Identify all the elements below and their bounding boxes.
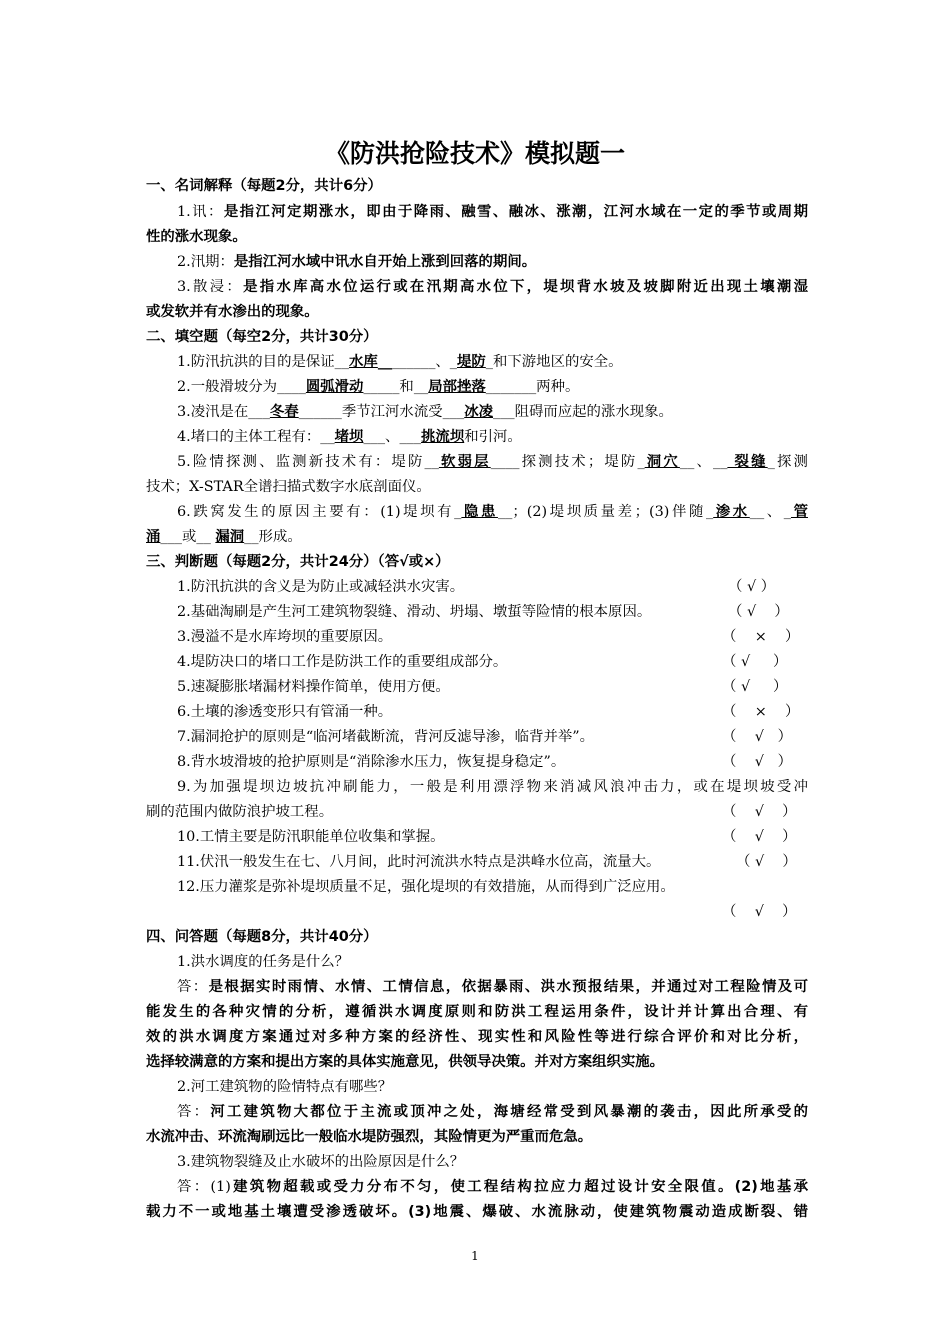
fill-blank-3: 3.凌汛是在___冬春______季节江河水流受___冰凌___阻碍而应起的涨水现象。	[177, 404, 673, 420]
judge-item-10: 10.工情主要是防汛职能单位收集和掌握。	[177, 829, 445, 845]
judge-answer-5: （ √ ）	[722, 679, 788, 695]
judge-item-11: 11.伏汛一般发生在七、八月间，此时河流洪水特点是洪峰水位高，流量大。	[177, 854, 661, 870]
judge-answer-2: （ √ ）	[728, 604, 789, 620]
question-1: 1.洪水调度的任务是什么？	[177, 954, 350, 970]
fill-blank-5-line-2: 技术；X-STAR全谱扫描式数字水底剖面仪。	[146, 479, 431, 495]
answer-3-line-1: 答：(1)建筑物超载或受力分布不匀，使工程结构拉应力超过设计安全限值。(2)地基承	[177, 1179, 809, 1195]
definition-2: 2.汛期：是指江河水域中讯水自开始上涨到回落的期间。	[177, 254, 537, 270]
answer-1-line-1: 答：是根据实时雨情、水情、工情信息，依据暴雨、洪水预报结果，并通过对工程险情及可	[177, 979, 808, 995]
judge-answer-9: （ √ ）	[722, 804, 797, 820]
judge-item-7: 7.漏洞抢护的原则是“临河堵截断流，背河反滤导渗，临背并举”。	[177, 729, 594, 745]
section-heading-2: 二、填空题（每空2分，共计30分）	[146, 329, 378, 345]
answer-1-line-3: 效的洪水调度方案通过对多种方案的经济性、现实性和风险性等进行综合评价和对比分析，	[146, 1029, 808, 1045]
answer-3-line-2: 载力不一或地基土壤遭受渗透破坏。(3)地震、爆破、水流脉动，使建筑物震动造成断裂、错	[146, 1204, 808, 1220]
judge-item-12: 12.压力灌浆是弥补堤坝质量不足，强化堤坝的有效措施，从而得到广泛应用。	[177, 879, 675, 895]
judge-item-9-line-1: 9.为加强堤坝边坡抗冲刷能力，一般是利用漂浮物来消减风浪冲击力，或在堤坝坡受冲	[177, 779, 808, 795]
answer-2-line-1: 答：河工建筑物大都位于主流或顶冲之处，海塘经常受到风暴潮的袭击，因此所承受的	[177, 1104, 808, 1120]
judge-item-3: 3.漫溢不是水库垮坝的重要原因。	[177, 629, 393, 645]
judge-item-6: 6.土壤的渗透变形只有管涌一种。	[177, 704, 393, 720]
definition-1-line-2: 性的涨水现象。	[146, 229, 247, 245]
judge-item-8: 8.背水坡滑坡的抢护原则是“消除渗水压力，恢复提身稳定”。	[177, 754, 566, 770]
answer-1-line-2: 能发生的各种灾情的分析，遵循洪水调度原则和防洪工程运用条件，设计并计算出合理、有	[146, 1004, 808, 1020]
section-heading-4: 四、问答题（每题8分，共计40分）	[146, 929, 378, 945]
judge-item-2: 2.基础淘刷是产生河工建筑物裂缝、滑动、坍塌、墩蜇等险情的根本原因。	[177, 604, 652, 620]
fill-blank-6-line-1: 6.跌窝发生的原因主要有：(1)堤坝有_隐患__；(2)堤坝质量差；(3)伴随_渗水__、_管	[177, 504, 808, 520]
page-title: 《防洪抢险技术》模拟题一	[324, 139, 625, 168]
fill-blank-5-line-1: 5.险情探测、监测新技术有：堤防__软弱层____探测技术；堤防_洞穴__、__ 裂缝_探测	[177, 454, 808, 470]
definition-3-line-1: 3.散浸：是指水库高水位运行或在汛期高水位下，堤坝背水坡及坡脚附近出现土壤潮湿	[177, 279, 808, 295]
page-number: 1	[471, 1249, 479, 1263]
definition-1-line-1: 1.讯：是指江河定期涨水，即由于降雨、融雪、融冰、涨潮，江河水域在一定的季节或周期	[177, 204, 808, 220]
judge-answer-7: （ √ ）	[722, 729, 792, 745]
judge-item-1: 1.防汛抗洪的含义是为防止或减轻洪水灾害。	[177, 579, 465, 595]
definition-3-line-2: 或发软并有水渗出的现象。	[146, 304, 319, 320]
answer-1-line-4: 选择较满意的方案和提出方案的具体实施意见，供领导决策。并对方案组织实施。	[146, 1054, 665, 1070]
judge-answer-11: （ √ ）	[736, 854, 797, 870]
section-heading-1: 一、名词解释（每题2分，共计6分）	[146, 178, 382, 194]
fill-blank-6-line-2: 涌___或__ 漏洞__形成。	[146, 529, 302, 545]
answer-2-line-2: 水流冲击、环流淘刷远比一般临水堤防强烈，其险情更为严重而危急。	[146, 1129, 593, 1145]
judge-item-9-line-2: 刷的范围内做防浪护坡工程。	[146, 804, 334, 820]
judge-answer-6: （ × ）	[722, 704, 800, 720]
question-2: 2.河工建筑物的险情特点有哪些？	[177, 1079, 393, 1095]
question-3: 3.建筑物裂缝及止水破坏的出险原因是什么？	[177, 1154, 465, 1170]
judge-item-5: 5.速凝膨胀堵漏材料操作简单，使用方便。	[177, 679, 450, 695]
judge-answer-4: （ √ ）	[722, 654, 788, 670]
judge-item-4: 4.堤防决口的堵口工作是防洪工作的重要组成部分。	[177, 654, 508, 670]
judge-answer-8: （ √ ）	[722, 754, 792, 770]
section-heading-3: 三、判断题（每题2分，共计24分）（答√或×）	[146, 554, 450, 570]
fill-blank-1: 1.防汛抗洪的目的是保证__水库________、_堤防_和下游地区的安全。	[177, 354, 623, 370]
judge-answer-3: （ × ）	[722, 629, 800, 645]
fill-blank-2: 2.一般滑坡分为____圆弧滑动_____和__局部挫落_______两种。	[177, 379, 580, 395]
judge-answer-12: （ √ ）	[722, 904, 797, 920]
fill-blank-4: 4.堵口的主体工程有：__堵坝___、___挑流坝和引河。	[177, 429, 522, 445]
judge-answer-1: （ √ ）	[728, 579, 776, 595]
judge-answer-10: （ √ ）	[722, 829, 797, 845]
